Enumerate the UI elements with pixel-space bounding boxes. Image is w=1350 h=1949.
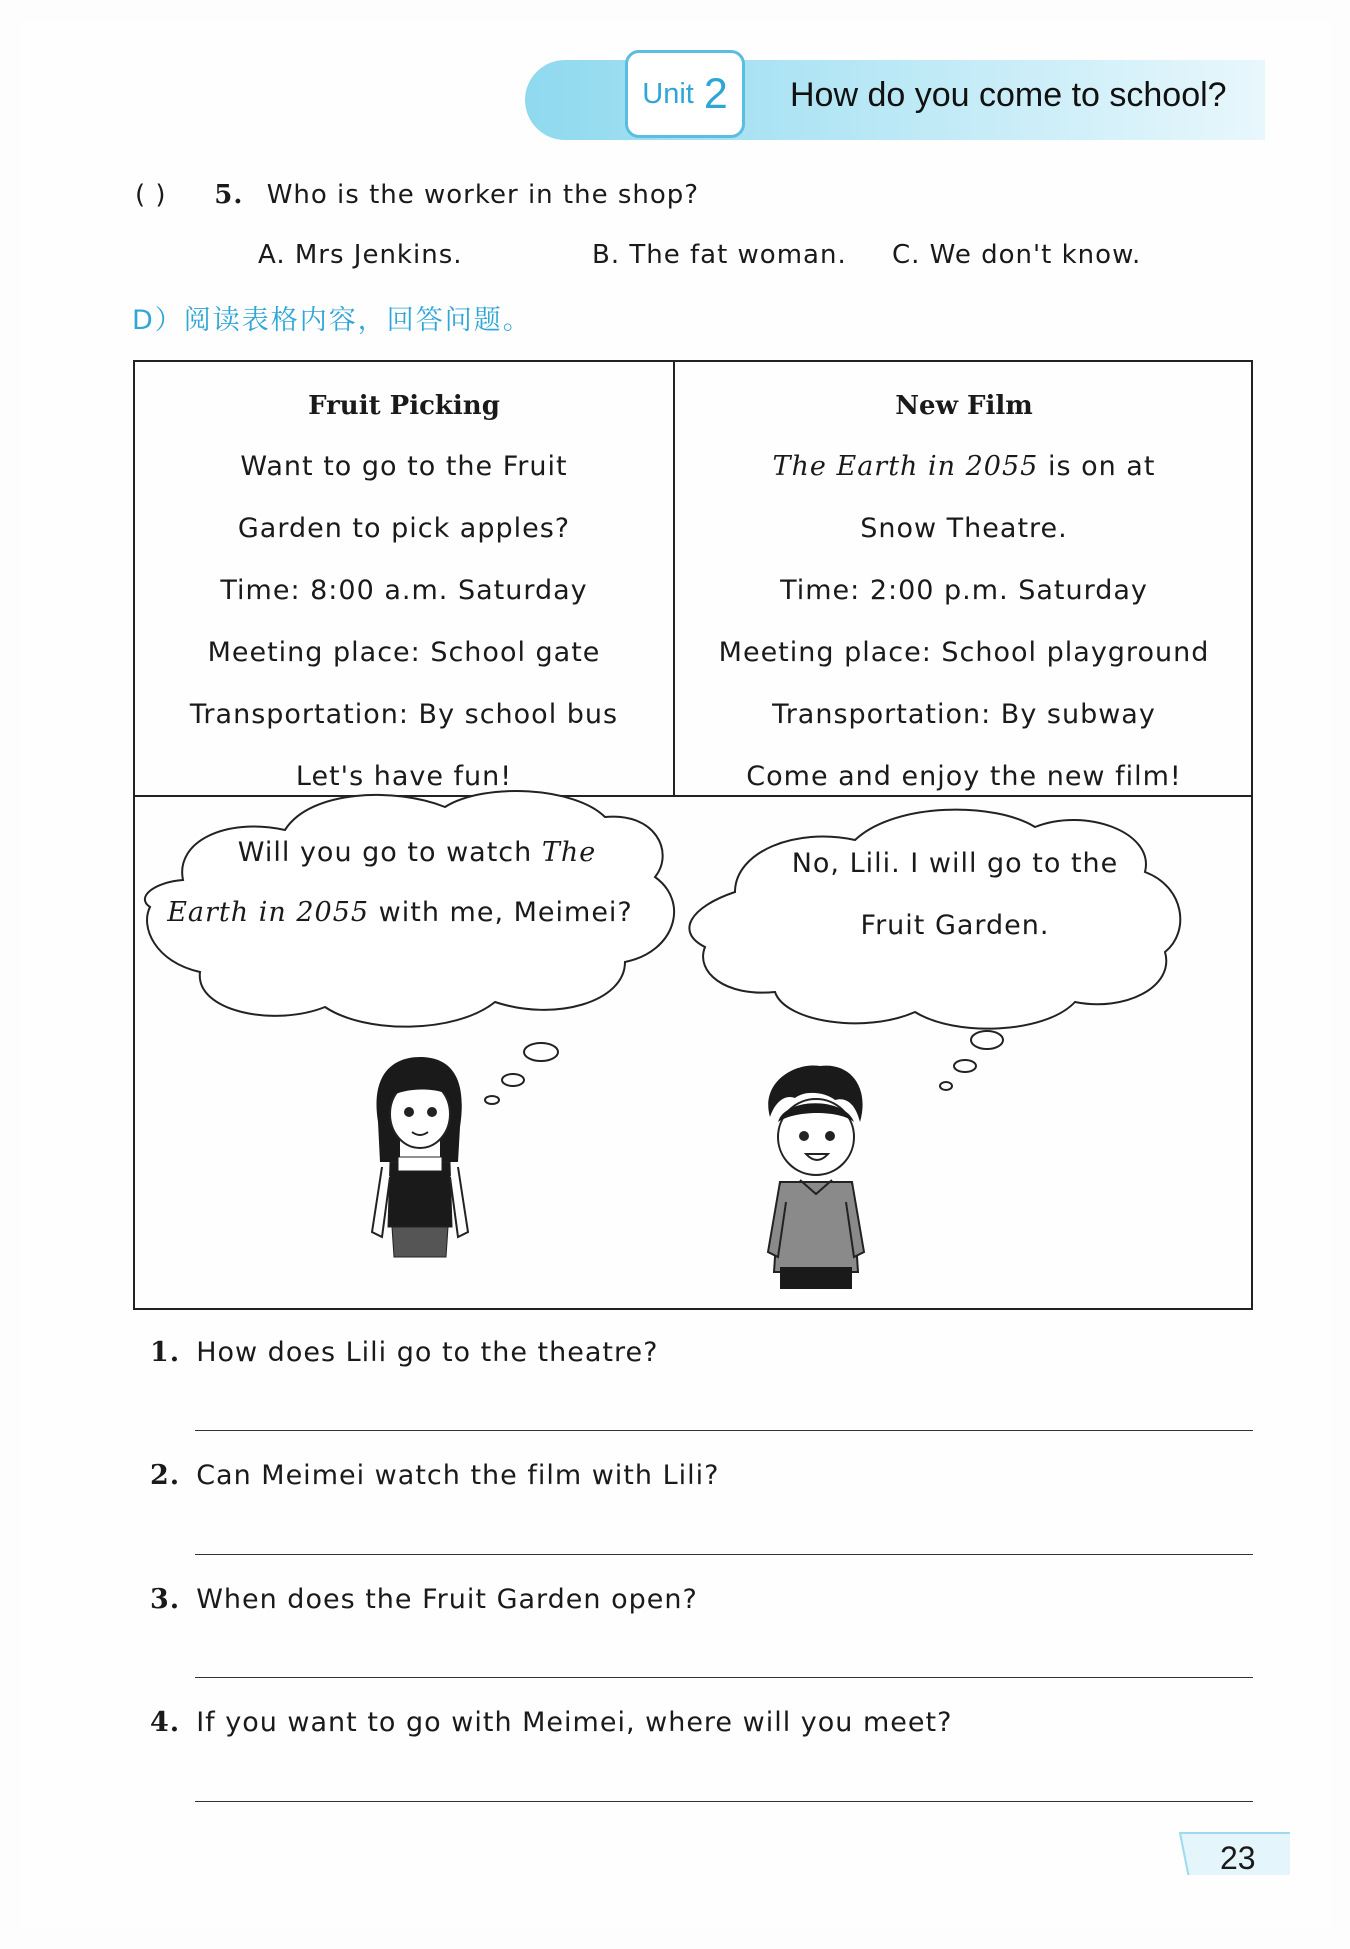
thought-bubbles [135, 362, 1251, 1308]
answer-line-3[interactable] [195, 1677, 1253, 1678]
question-text: Who is the worker in the shop? [266, 180, 700, 210]
option-a: A. Mrs Jenkins. [258, 240, 463, 270]
option-b: B. The fat woman. [592, 240, 847, 270]
table-line: Snow Theatre. [860, 513, 1068, 544]
question-number: 3. [150, 1584, 181, 1615]
left-bubble-line-2 [165, 897, 635, 928]
boy-figure [750, 1062, 880, 1292]
table-line: Garden to pick apples? [237, 513, 571, 544]
unit-number: 2 [703, 69, 728, 118]
girl-figure [360, 1052, 480, 1277]
left-bubble-dot-1 [524, 1043, 558, 1061]
right-bubble-dot-3 [940, 1082, 952, 1090]
table-line: Transportation: By school bus [189, 699, 619, 730]
table-line: Meeting place: School playground [718, 637, 1210, 668]
answer-paren[interactable]: ( ) [135, 180, 167, 210]
unit-title: How do you come to school? [790, 76, 1227, 114]
question-number: 1. [150, 1337, 181, 1368]
question-2 [150, 1460, 719, 1491]
answer-line-1[interactable] [195, 1430, 1253, 1431]
left-bubble-title-a: The [541, 837, 597, 868]
unit-label: Unit [642, 77, 694, 110]
unit-badge [625, 50, 745, 138]
question-text: Can Meimei watch the film with Lili? [196, 1460, 720, 1491]
right-bubble-line-1: No, Lili. I will go to the [791, 848, 1119, 879]
table-line: Want to go to the Fruit [240, 451, 568, 482]
left-bubble-title-b: Earth in 2055 [167, 897, 370, 928]
left-bubble-line-1 [207, 837, 627, 868]
film-title: The Earth in 2055 [772, 451, 1039, 482]
left-bubble-text-a: Will you go to watch [237, 837, 542, 868]
question-3 [150, 1584, 698, 1615]
info-table [133, 360, 1253, 1310]
question-number: 2. [150, 1460, 181, 1491]
right-bubble-dot-2 [954, 1060, 976, 1072]
page-number: 23 [1220, 1840, 1256, 1876]
table-line: Time: 8:00 a.m. Saturday [220, 575, 588, 606]
question-text: How does Lili go to the theatre? [196, 1337, 659, 1368]
table-line: Meeting place: School gate [207, 637, 601, 668]
question-text: If you want to go with Meimei, where will you meet? [196, 1707, 953, 1738]
table-line: Come and enjoy the new film! [746, 761, 1182, 792]
question-number: 4. [150, 1707, 181, 1738]
question-4 [150, 1707, 952, 1738]
table-line: Transportation: By subway [772, 699, 1156, 730]
left-bubble-dot-3 [485, 1096, 499, 1104]
right-bubble-line-2: Fruit Garden. [860, 910, 1050, 941]
fruit-picking-heading: Fruit Picking [308, 391, 500, 421]
new-film-heading: New Film [895, 391, 1033, 421]
table-line: Let's have fun! [295, 761, 513, 792]
left-bubble-text-b: with me, Meimei? [369, 897, 633, 928]
question-text: When does the Fruit Garden open? [196, 1584, 698, 1615]
film-line-rest: is on at [1038, 451, 1156, 482]
left-bubble-dot-2 [502, 1074, 524, 1086]
question-1 [150, 1337, 658, 1368]
section-d-title: D）阅读表格内容，回答问题。 [132, 305, 532, 336]
right-bubble-dot-1 [971, 1031, 1003, 1049]
answer-line-4[interactable] [195, 1801, 1253, 1802]
question-number: 5. [214, 180, 244, 210]
answer-line-2[interactable] [195, 1554, 1253, 1555]
question-5 [135, 180, 699, 210]
option-c: C. We don't know. [892, 240, 1142, 270]
table-line: Time: 2:00 p.m. Saturday [780, 575, 1148, 606]
